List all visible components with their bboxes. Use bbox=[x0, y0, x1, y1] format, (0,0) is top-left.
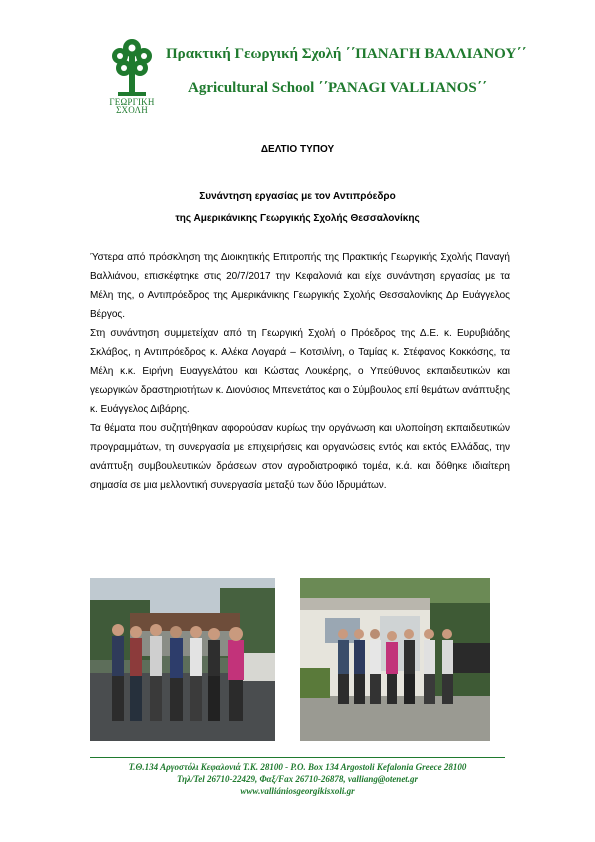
subject-line-2: της Αμερικάνικης Γεωργικής Σχολής Θεσσαλονίκης bbox=[175, 213, 420, 224]
footer-website-link[interactable]: www.valliániosgeorgikisxoli.gr bbox=[240, 786, 355, 796]
logo-caption bbox=[104, 98, 160, 114]
body-paragraph: Στη συνάντηση συμμετείχαν από τη Γεωργική Σχολή ο Πρόεδρος της Δ.Ε. κ. Ευρυβιάδης Σκλάβος, η Αντιπρόεδρος κ. Αλέκα Λογαρά – Κοτσιλίνη, ο Ταμίας κ. Στέφανος Κοκκόσης, τα Μέλη κ.κ. Ειρήνη Ευαγγελάτου και Κώστας Λουκέρης, ο Υπεύθυνος εκπαιδευτικών και γεωργικών δραστηριοτήτων κ. Διονύσιος Μπενετάτος και ο Σύμβουλος επί θεμάτων ανάπτυξης κ. Ευάγγελος Διβάρης. bbox=[90, 328, 510, 415]
body-paragraph: Ύστερα από πρόσκληση της Διοικητικής Επιτροπής της Πρακτικής Γεωργικής Σχολής Παναγή Βαλλιάνου, επισκέφτηκε στις 20/7/2017 την Κεφαλονιά και είχε συνάντηση εργασίας με τα Μέλη της, ο Αντιπρόεδρος της Αμερικάνικης Γεωργικής Σχολής Θεσσαλονίκης Δρ Ευάγγελος Βέργος. bbox=[90, 252, 510, 320]
school-name-greek: Πρακτική Γεωργική Σχολή ΄΄ΠΑΝΑΓΗ ΒΑΛΛΙΑΝΟΥ΄΄ bbox=[166, 46, 527, 62]
document-subject bbox=[0, 186, 595, 230]
page-footer bbox=[0, 761, 595, 797]
logo-text-line2: ΣΧΟΛΗ bbox=[116, 105, 148, 115]
group-photo-outdoor-parking-icon bbox=[90, 578, 275, 741]
group-photo-building-entrance-icon bbox=[300, 578, 490, 741]
meeting-photo-outdoor bbox=[90, 578, 275, 741]
footer-divider bbox=[90, 757, 505, 758]
document-title: ΔΕΛΤΙΟ ΤΥΠΟΥ bbox=[260, 144, 335, 155]
logo-text-line1: ΓΕΩΡΓΙΚΗ bbox=[109, 97, 155, 107]
footer-contact: Τηλ/Tel 26710-22429, Φαξ/Fax 26710-26878, valliang@otenet.gr bbox=[176, 774, 419, 784]
meeting-photo-building bbox=[300, 578, 490, 741]
body-paragraph: Τα θέματα που συζητήθηκαν αφορούσαν κυρίως την οργάνωση και υλοποίηση εκπαιδευτικών προγραμμάτων, τη συνεργασία με επιχειρήσεις και οργανώσεις εντός και εκτός Ελλάδας, την ανάπτυξη συμβουλευτικών δράσεων στον αγροδιατροφικό τομέα, κ.ά. και δόθηκε ιδιαίτερη σημασία σε μια μελλοντική συνεργασία μεταξύ των δύο Ιδρυμάτων. bbox=[90, 423, 510, 491]
subject-line-1: Συνάντηση εργασίας με τον Αντιπρόεδρο bbox=[199, 191, 396, 202]
school-name-english: Agricultural School ΄΄PANAGI VALLIANOS΄΄ bbox=[188, 80, 487, 96]
tree-logo-icon bbox=[104, 36, 160, 100]
footer-address: Τ.Θ.134 Αργοστόλι Κεφαλονιά Τ.Κ. 28100 - P.O. Box 134 Argostoli Kefalonia Greece 28100 bbox=[128, 762, 467, 772]
document-body bbox=[90, 248, 510, 495]
